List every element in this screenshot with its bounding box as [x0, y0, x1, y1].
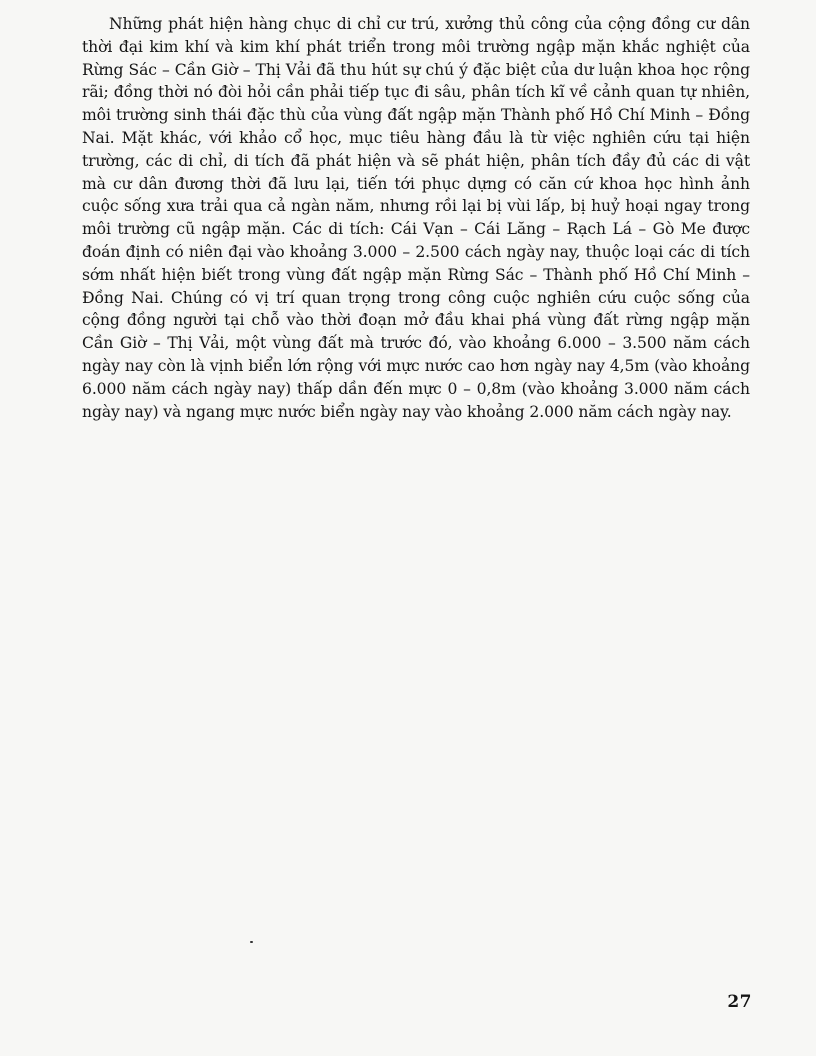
- body-paragraph: Những phát hiện hàng chục di chỉ cư trú, xưởng thủ công của cộng đồng cư dân thời đại kim khí và kim khí phát triển trong môi trường ngập mặn khắc nghiệt của Rừng Sác – Cần Giờ – Thị Vải đã thu hút sự chú ý đặc biệt của dư luận khoa học rộng rãi; đồng thời nó đòi hỏi cần phải tiếp tục đi sâu, phân tích kĩ về cảnh quan tự nhiên, môi trường sinh thái đặc thù của vùng đất ngập mặn Thành phố Hồ Chí Minh – Đồng Nai. Mặt khác, với khảo cổ học, mục tiêu hàng đầu là từ việc nghiên cứu tại hiện trường, các di chỉ, di tích đã phát hiện và sẽ phát hiện, phân tích đầy đủ các di vật mà cư dân đương thời đã lưu lại, tiến tới phục dựng có căn cứ khoa học hình ảnh cuộc sống xưa trải qua cả ngàn năm, nhưng rồi lại bị vùi lấp, bị huỷ hoại ngay trong môi trường cũ ngập mặn. Các di tích: Cái Vạn – Cái Lăng – Rạch Lá – Gò Me được đoán định có niên đại vào khoảng 3.000 – 2.500 cách ngày nay, thuộc loại các di tích sớm nhất hiện biết trong vùng đất ngập mặn Rừng Sác – Thành phố Hồ Chí Minh – Đồng Nai. Chúng có vị trí quan trọng trong công cuộc nghiên cứu cuộc sống của cộng đồng người tại chỗ vào thời đoạn mở đầu khai phá vùng đất rừng ngập mặn Cần Giờ – Thị Vải, một vùng đất mà trước đó, vào khoảng 6.000 – 3.500 năm cách ngày nay còn là vịnh biển lớn rộng với mực nước cao hơn ngày nay 4,5m (vào khoảng 6.000 năm cách ngày nay) thấp dần đến mực 0 – 0,8m (vào khoảng 3.000 năm cách ngày nay) và ngang mực nước biển ngày nay vào khoảng 2.000 năm cách ngày nay.: [82, 15, 750, 421]
- scan-speck: [250, 941, 253, 943]
- page-number: 27: [727, 992, 752, 1012]
